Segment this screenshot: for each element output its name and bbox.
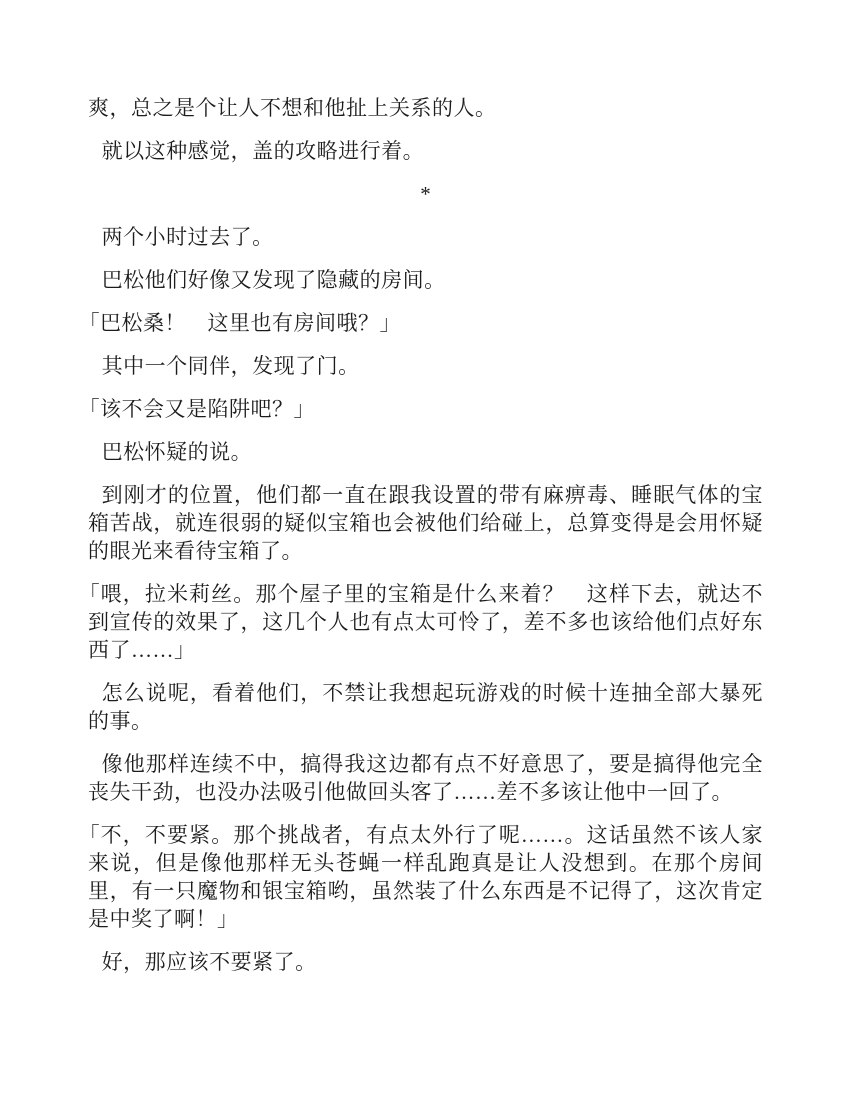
dialogue-paragraph: 「喂，拉米莉丝。那个屋子里的宝箱是什么来着？ 这样下去，就达不到宣传的效果了，这几个人也有点太可怜了，差不多也该给他们点好东西了……」 xyxy=(78,582,763,662)
paragraph: 巴松怀疑的说。 xyxy=(101,440,253,464)
dialogue-paragraph: 「该不会又是陷阱吧？」 xyxy=(78,397,316,421)
paragraph: 好，那应该不要紧了。 xyxy=(101,950,317,974)
dialogue-paragraph: 「巴松桑！ 这里也有房间哦？」 xyxy=(78,311,402,335)
paragraph: 像他那样连续不中，搞得我这边都有点不好意思了，要是搞得他完全丧失干劲，也没办法吸引他做回头客了……差不多该让他中一回了。 xyxy=(88,752,763,804)
scene-separator: * xyxy=(420,182,431,206)
paragraph: 就以这种感觉，盖的攻略进行着。 xyxy=(101,139,425,163)
paragraph: 爽，总之是个让人不想和他扯上关系的人。 xyxy=(88,96,497,120)
paragraph: 两个小时过去了。 xyxy=(101,225,274,249)
paragraph: 巴松他们好像又发现了隐藏的房间。 xyxy=(101,268,446,292)
novel-text-column xyxy=(78,94,763,976)
paragraph: 其中一个同伴，发现了门。 xyxy=(101,354,360,378)
paragraph: 怎么说呢，看着他们，不禁让我想起玩游戏的时候十连抽全部大暴死的事。 xyxy=(88,681,763,733)
dialogue-paragraph: 「不，不要紧。那个挑战者，有点太外行了呢……。这话虽然不该人家来说，但是像他那样无头苍蝇一样乱跑真是让人没想到。在那个房间里，有一只魔物和银宝箱哟，虽然装了什么东西是不记得了，这次肯定是中奖了啊！」 xyxy=(78,823,763,931)
paragraph: 到刚才的位置，他们都一直在跟我设置的带有麻痹毒、睡眠气体的宝箱苦战，就连很弱的疑似宝箱也会被他们给碰上，总算变得是会用怀疑的眼光来看待宝箱了。 xyxy=(88,483,763,563)
